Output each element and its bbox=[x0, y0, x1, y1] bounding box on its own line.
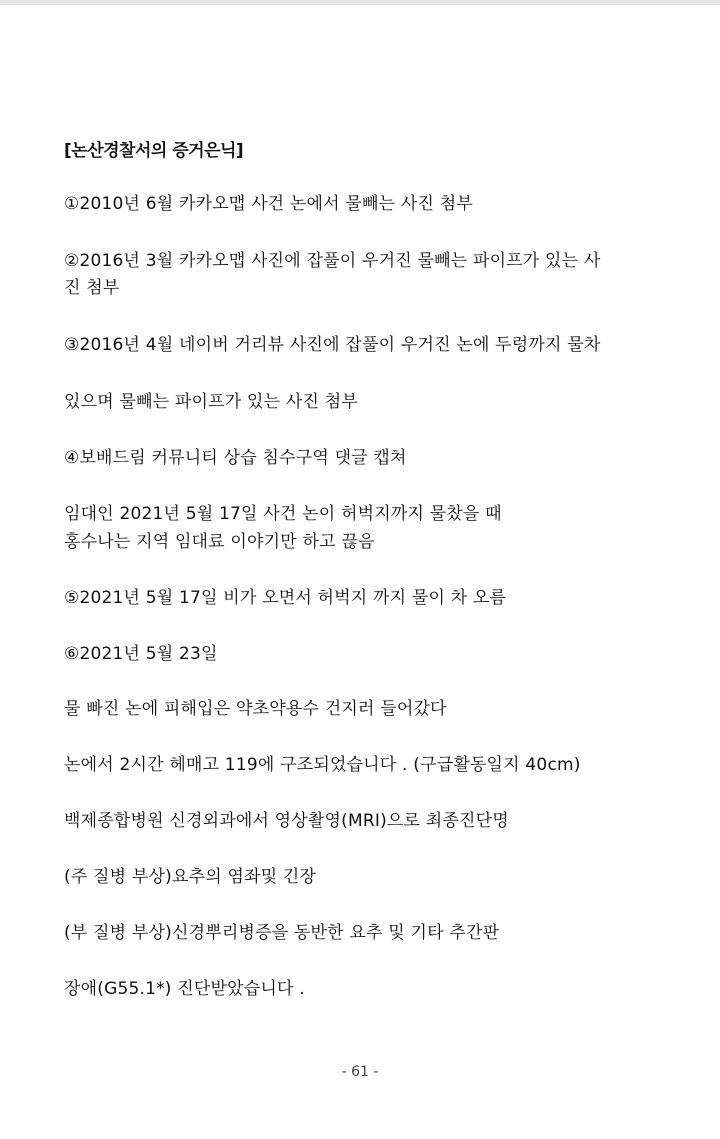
text-line-15: (부 질병 부상)신경뿌리병증을 동반한 요추 및 기타 추간판 bbox=[64, 923, 500, 943]
text-line-6: ④보배드림 커뮤니티 상습 침수구역 댓글 캡쳐 bbox=[64, 448, 407, 468]
text-line-3: 진 첨부 bbox=[64, 278, 120, 298]
text-line-7: 임대인 2021년 5월 17일 사건 논이 허벅지까지 물찼을 때 bbox=[64, 504, 502, 524]
text-line-16: 장애(G55.1*) 진단받았습니다 . bbox=[64, 979, 305, 999]
text-line-10: ⑥2021년 5월 23일 bbox=[64, 644, 218, 664]
text-line-4: ③2016년 4월 네이버 거리뷰 사진에 잡풀이 우거진 논에 두렁까지 물차 bbox=[64, 335, 601, 355]
text-line-11: 물 빠진 논에 피해입은 약초약용수 건지러 들어갔다 bbox=[64, 699, 447, 719]
text-line-12: 논에서 2시간 헤매고 119에 구조되었습니다 . (구급활동일지 40cm) bbox=[64, 755, 581, 775]
text-line-2: ②2016년 3월 카카오맵 사진에 잡풀이 우거진 물빼는 파이프가 있는 사 bbox=[64, 251, 601, 271]
text-line-14: (주 질병 부상)요추의 염좌및 긴장 bbox=[64, 867, 317, 887]
text-line-8: 홍수나는 지역 임대료 이야기만 하고 끊음 bbox=[64, 532, 375, 552]
text-line-1: ①2010년 6월 카카오맵 사건 논에서 물빼는 사진 첨부 bbox=[64, 194, 473, 214]
section-heading: [논산경찰서의 증거은닉] bbox=[64, 141, 244, 161]
text-line-13: 백제종합병원 신경외과에서 영상촬영(MRI)으로 최종진단명 bbox=[64, 811, 509, 831]
text-line-5: 있으며 물빼는 파이프가 있는 사진 첨부 bbox=[64, 392, 358, 412]
page-number: - 61 - bbox=[341, 1064, 379, 1080]
text-line-9: ⑤2021년 5월 17일 비가 오면서 허벅지 까지 물이 차 오름 bbox=[64, 588, 507, 608]
